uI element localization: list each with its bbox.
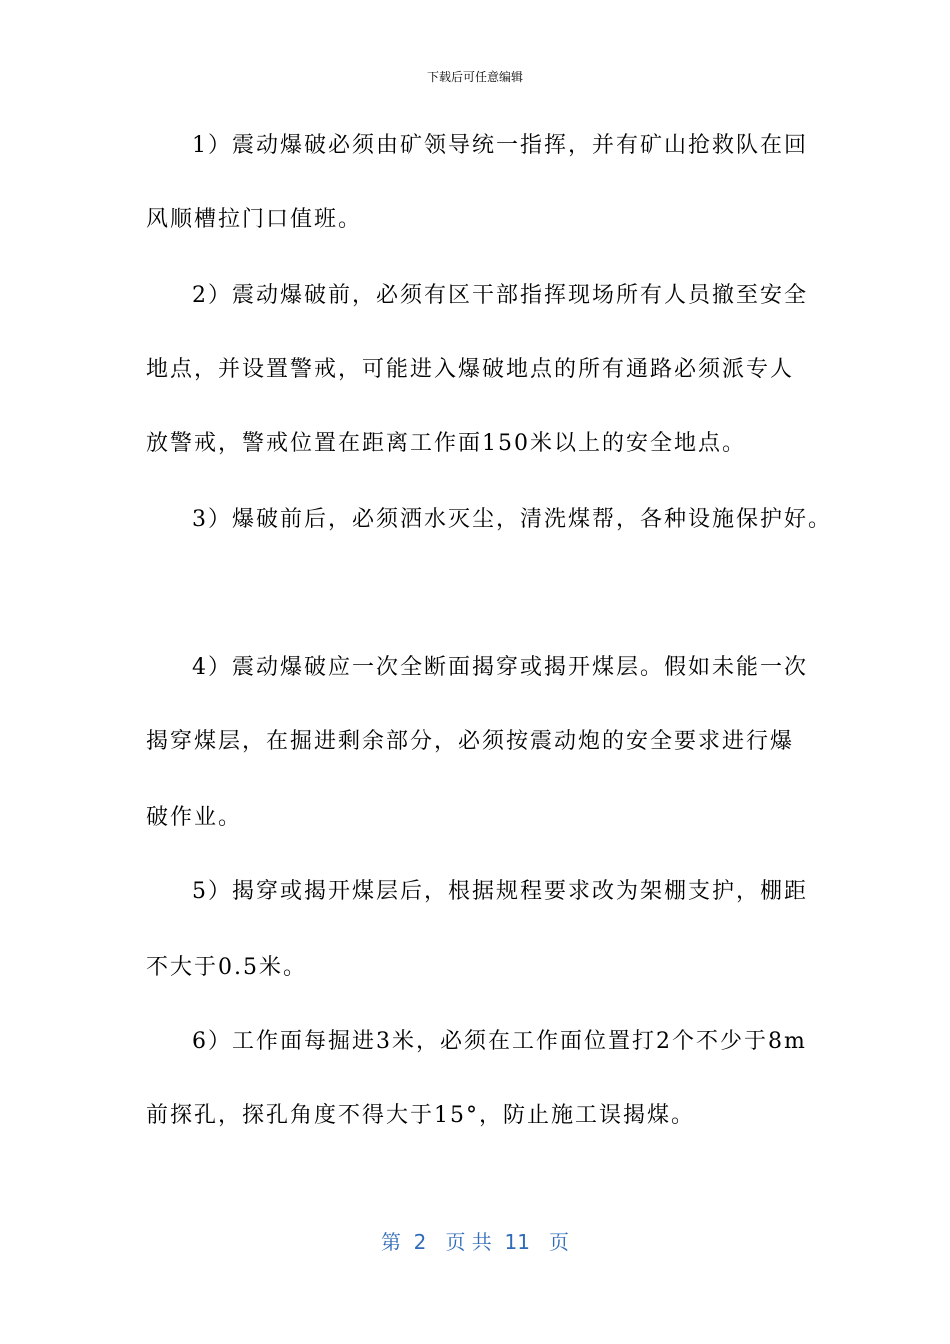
paragraph-line: 地点，并设置警戒，可能进入爆破地点的所有通路必须派专人 [146,357,795,382]
page-number-footer: 第 2 页 共 11 页 [380,1230,570,1254]
paragraph-line: 前探孔，探孔角度不得大于15°，防止施工误揭煤。 [146,1103,695,1128]
paragraph-line: 3）爆破前后，必须洒水灭尘，清洗煤帮，各种设施保护好。 [192,507,832,532]
page-header-note: 下载后可任意编辑 [426,70,523,84]
paragraph-line: 4）震动爆破应一次全断面揭穿或揭开煤层。假如未能一次 [192,655,808,680]
paragraph-line: 破作业。 [146,805,243,830]
paragraph-line: 6）工作面每掘进3米，必须在工作面位置打2个不少于8m [192,1029,807,1054]
paragraph-line: 2）震动爆破前，必须有区干部指挥现场所有人员撤至安全 [192,283,808,308]
paragraph-line: 揭穿煤层，在掘进剩余部分，必须按震动炮的安全要求进行爆 [146,729,795,754]
paragraph-line: 不大于0.5米。 [146,955,307,980]
paragraph-line: 5）揭穿或揭开煤层后，根据规程要求改为架棚支护，棚距 [192,879,808,904]
paragraph-line: 放警戒，警戒位置在距离工作面150米以上的安全地点。 [146,431,746,456]
paragraph-line: 风顺槽拉门口值班。 [146,207,363,232]
paragraph-line: 1）震动爆破必须由矿领导统一指挥，并有矿山抢救队在回 [192,133,808,158]
